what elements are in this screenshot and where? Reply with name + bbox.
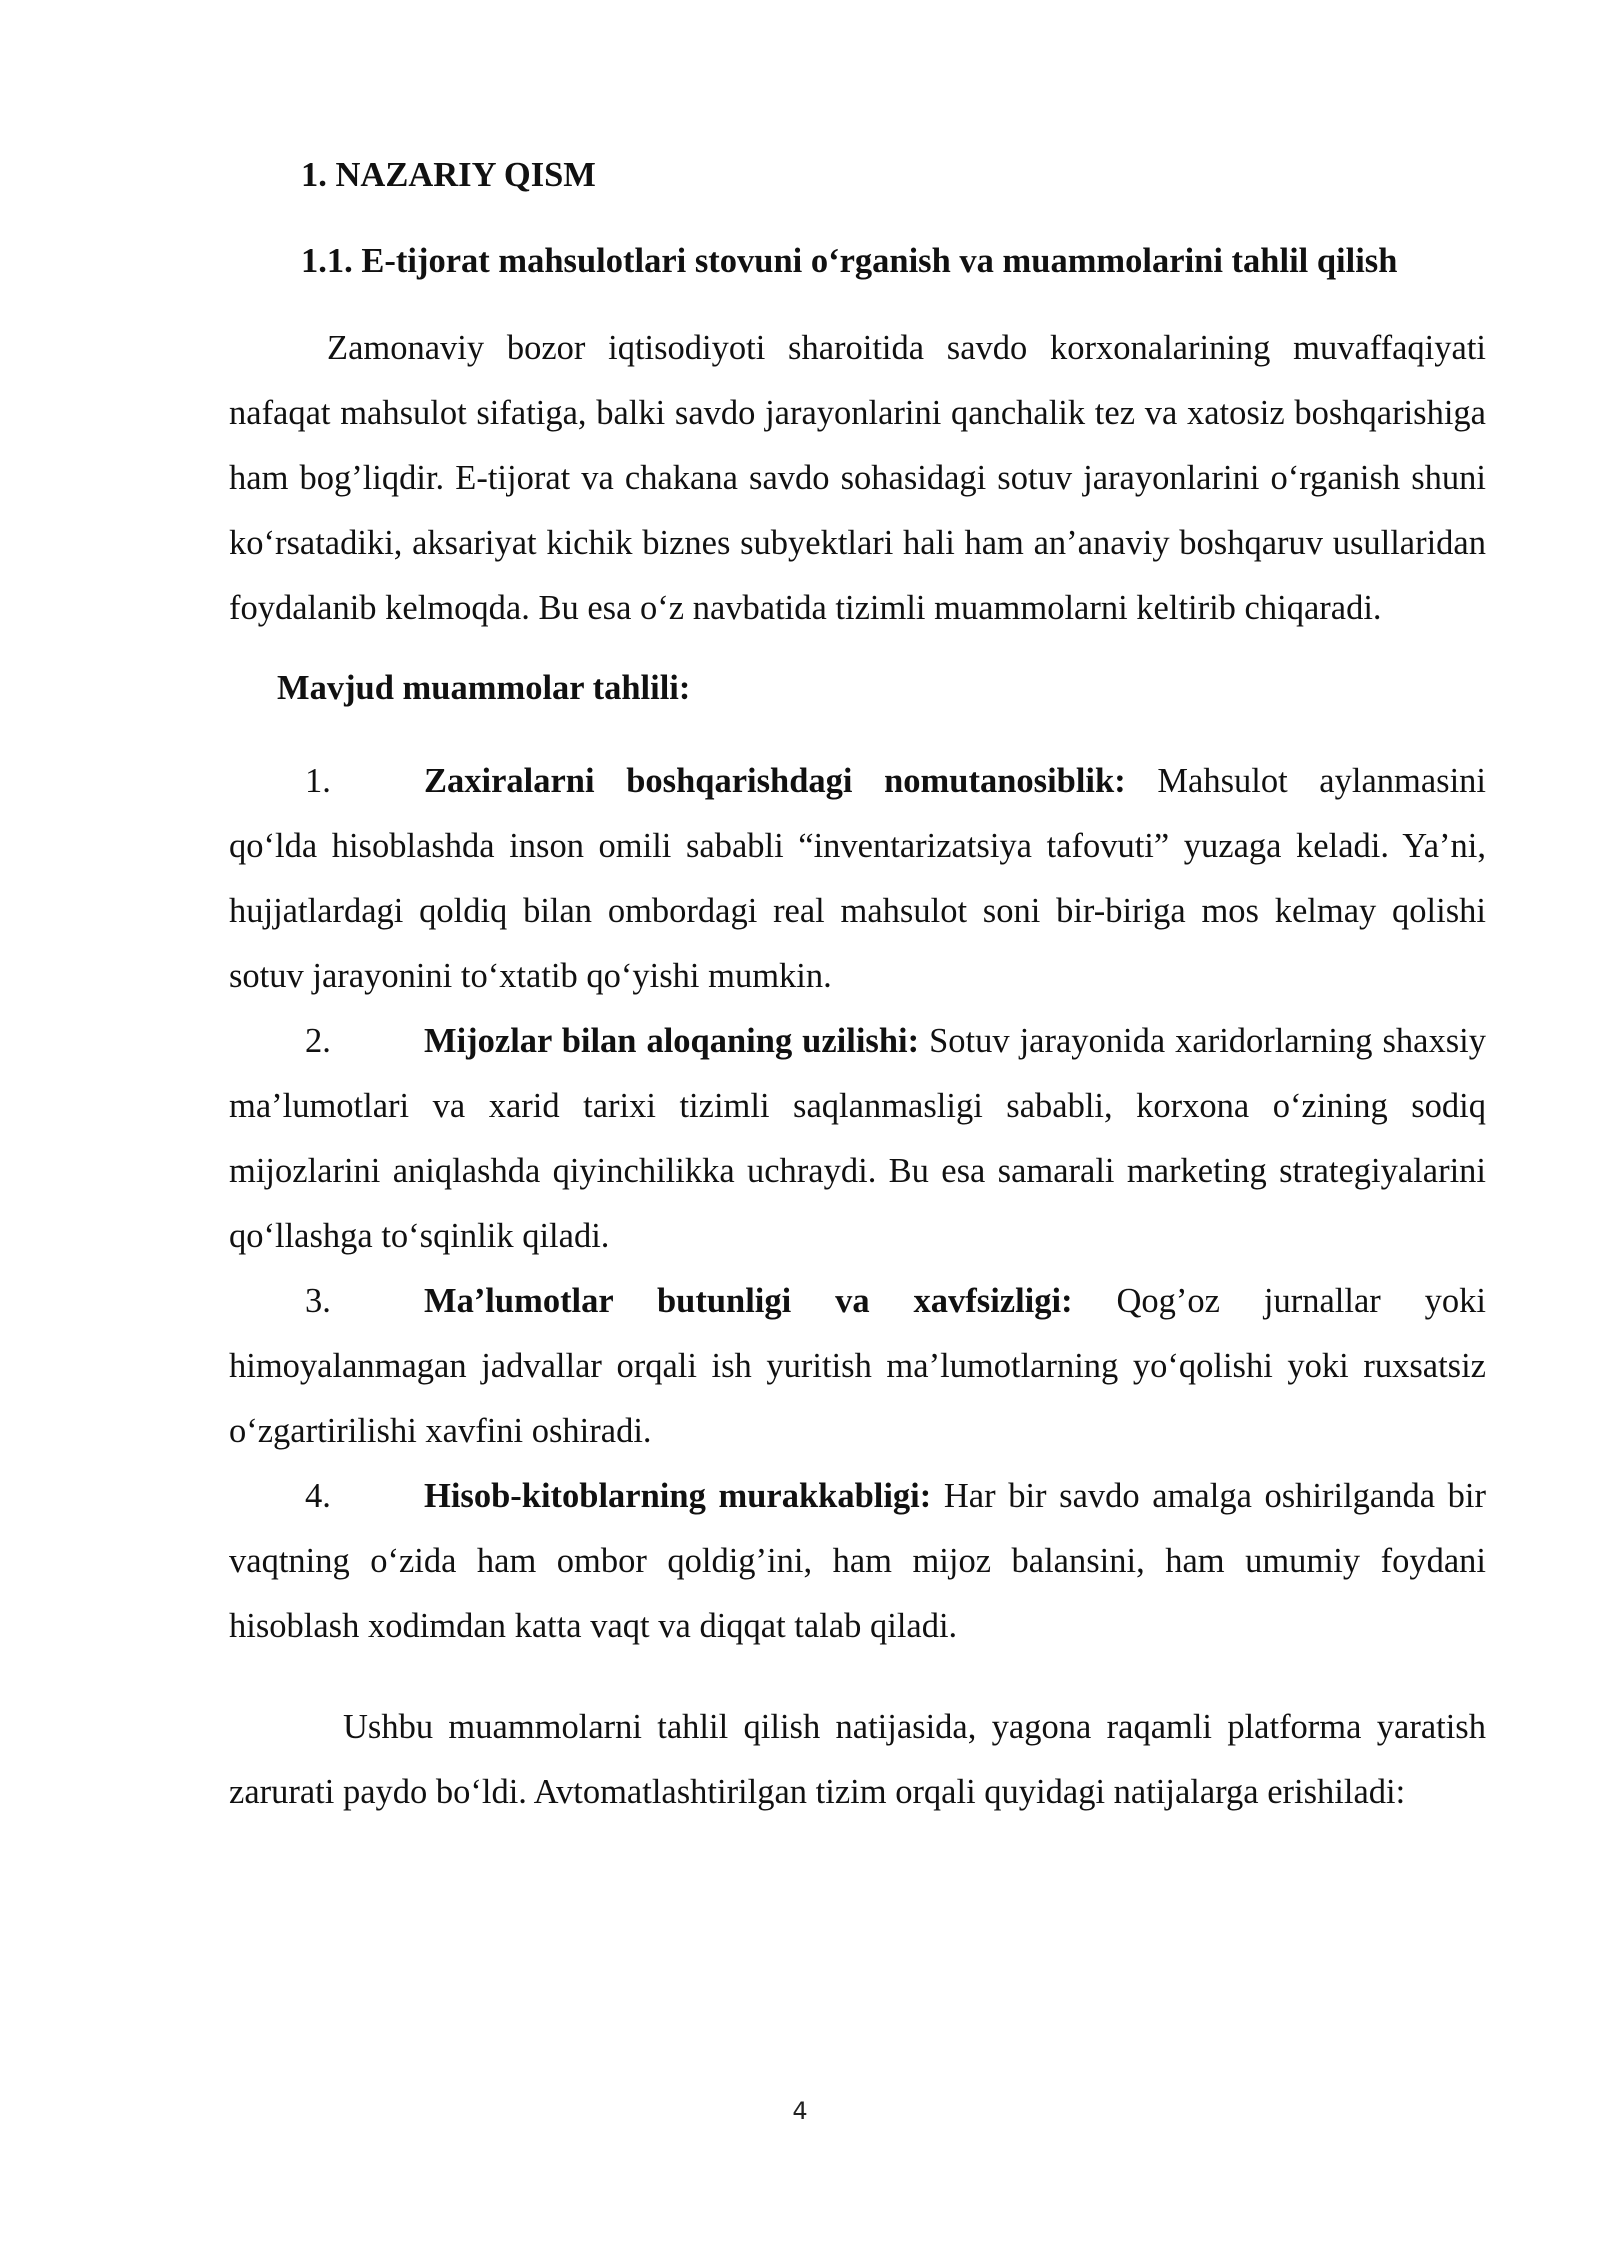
problem-text: Mahsulot aylanmasini qo‘lda hisoblashda inson omili sababli “inventarizatsiya tafovuti” yuzaga keladi. Ya’ni, hujjatlardagi qoldiq bilan ombordagi real mahsulot soni bir-biriga mos kelmay qolishi sotuv jarayonini to‘xtatib qo‘yishi mumkin. [229,762,1487,995]
problem-number: 4. [305,1477,331,1515]
problem-term: Mijozlar bilan aloqaning uzilishi: [424,1022,920,1060]
problem-term: Hisob-kitoblarning murakkabligi: [424,1477,932,1515]
problem-item-1 [229,749,1486,1009]
problem-term: Ma’lumotlar butunligi va xavfsizligi: [424,1282,1073,1320]
page-content [229,150,1486,1825]
problem-text: Sotuv jarayonida xaridorlarning shaxsiy ma’lumotlari va xarid tarixi tizimli saqlanmasligi sababli, korxona o‘zining sodiq mijozlarini aniqlashda qiyinchilikka uchraydi. Bu esa samarali marketing strategiyalarini qo‘llashga to‘sqinlik qiladi. [229,1022,1486,1255]
problem-item-3 [229,1269,1486,1464]
page-number: 4 [792,2097,808,2125]
problem-number: 3. [305,1282,331,1320]
problem-text: Har bir savdo amalga oshirilganda bir vaqtning o‘zida ham ombor qoldig’ini, ham mijoz balansini, ham umumiy foydani hisoblash xodimdan katta vaqt va diqqat talab qiladi. [229,1477,1486,1645]
problem-number: 2. [305,1022,331,1060]
section-heading: 1.1. E-tijorat mahsulotlari stovuni o‘rganish va muammolarini tahlil qilish [301,242,1398,280]
problem-item-4 [229,1464,1486,1659]
problems-heading: Mavjud muammolar tahlili: [277,669,691,707]
chapter-heading: 1. NAZARIY QISM [301,156,596,194]
problem-term: Zaxiralarni boshqarishdagi nomutanosiblik: [424,762,1126,800]
intro-paragraph: Zamonaviy bozor iqtisodiyoti sharoitida savdo korxonalarining muvaffaqiyati nafaqat mahsulot sifatiga, balki savdo jarayonlarini qanchalik tez va xatosiz boshqarishiga ham bog’liqdir. E-tijorat va chakana savdo sohasidagi sotuv jarayonlarini o‘rganish shuni ko‘rsatadiki, aksariyat kichik biznes subyektlari hali ham an’anaviy boshqaruv usullaridan foydalanib kelmoqda. Bu esa o‘z navbatida tizimli muammolarni keltirib chiqaradi. [229,329,1486,627]
problem-text: Qog’oz jurnallar yoki himoyalanmagan jadvallar orqali ish yuritish ma’lumotlarning yo‘qolishi yoki ruxsatsiz o‘zgartirilishi xavfini oshiradi. [229,1282,1486,1450]
problem-item-2 [229,1009,1486,1269]
problem-number: 1. [305,762,331,800]
conclusion-paragraph: Ushbu muammolarni tahlil qilish natijasida, yagona raqamli platforma yaratish zarurati paydo bo‘ldi. Avtomatlashtirilgan tizim orqali quyidagi natijalarga erishiladi: [229,1708,1486,1811]
